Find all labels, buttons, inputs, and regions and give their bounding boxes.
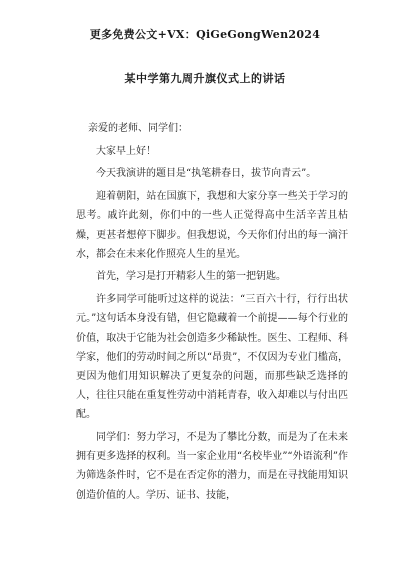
paragraph-intro: 迎着朝阳，站在国旗下，我想和大家分享一些关于学习的思考。戚许此刻，你们中的一些人正觉得高中生活辛苦且枯燥，更甚者想停下脚步。但我想说，今天你们付出的每一滴汗水，都会在未来化作照亮人生的星光。 [76,191,348,260]
paragraph-first-point: 首先，学习是打开精彩人生的第一把钥匙。 [96,271,286,283]
paragraph-saying: 许多同学可能听过这样的说法：“三百六十行，行行出状元。”这句话本身没有错，但它隐藏着一个前提——每个行业的价值，取决于它能为社会创造多少稀缺性。医生、工程师、科学家，他们的劳动时间之所以“昂贵”，不仅因为专业门槛高，更因为他们用知识解决了更复杂的问题，而那些缺乏选择的人，往往只能在重复性劳动中消耗青春，收入却难以与付出匹配。 [76,294,348,421]
paragraph-choice: 同学们：努力学习，不是为了攀比分数，而是为了在未来拥有更多选择的权利。当一家企业用“名校毕业”“外语流利”作为筛选条件时，它不是在否定你的潜力，而是在寻找能用知识创造价值的人。学历、证书、技能， [76,432,348,501]
paragraph-greeting: 大家早上好！ [96,145,156,157]
paragraph-salutation: 亲爱的老师、同学们： [88,123,188,134]
header-note: 更多免费公文+VX：QiGeGongWen2024 [89,28,321,41]
document-title: 某中学第九周升旗仪式上的讲话 [124,72,286,85]
document-body [76,119,348,508]
paragraph-topic: 今天我演讲的题目是“执笔耕春日，拔节向青云”。 [96,168,317,180]
